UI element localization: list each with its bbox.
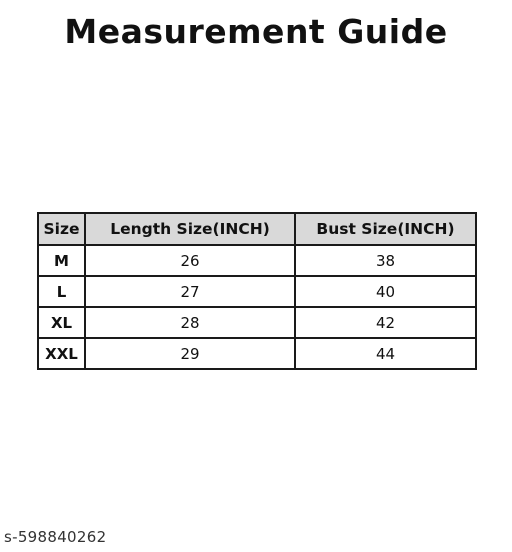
table-row (38, 245, 476, 276)
cell-bust: 42 (295, 307, 476, 338)
table-header-row (38, 213, 476, 245)
cell-length: 28 (85, 307, 295, 338)
cell-size: XXL (38, 338, 85, 369)
page-title: Measurement Guide (64, 12, 448, 51)
table-row (38, 307, 476, 338)
cell-length: 26 (85, 245, 295, 276)
cell-length: 27 (85, 276, 295, 307)
cell-size: XL (38, 307, 85, 338)
watermark-id: s-598840262 (4, 528, 107, 546)
table-row (38, 276, 476, 307)
header-size: Size (38, 213, 85, 245)
cell-bust: 38 (295, 245, 476, 276)
header-bust: Bust Size(INCH) (295, 213, 476, 245)
table-row (38, 338, 476, 369)
cell-size: M (38, 245, 85, 276)
cell-length: 29 (85, 338, 295, 369)
cell-size: L (38, 276, 85, 307)
measurement-table (37, 212, 477, 370)
cell-bust: 44 (295, 338, 476, 369)
cell-bust: 40 (295, 276, 476, 307)
header-length: Length Size(INCH) (85, 213, 295, 245)
